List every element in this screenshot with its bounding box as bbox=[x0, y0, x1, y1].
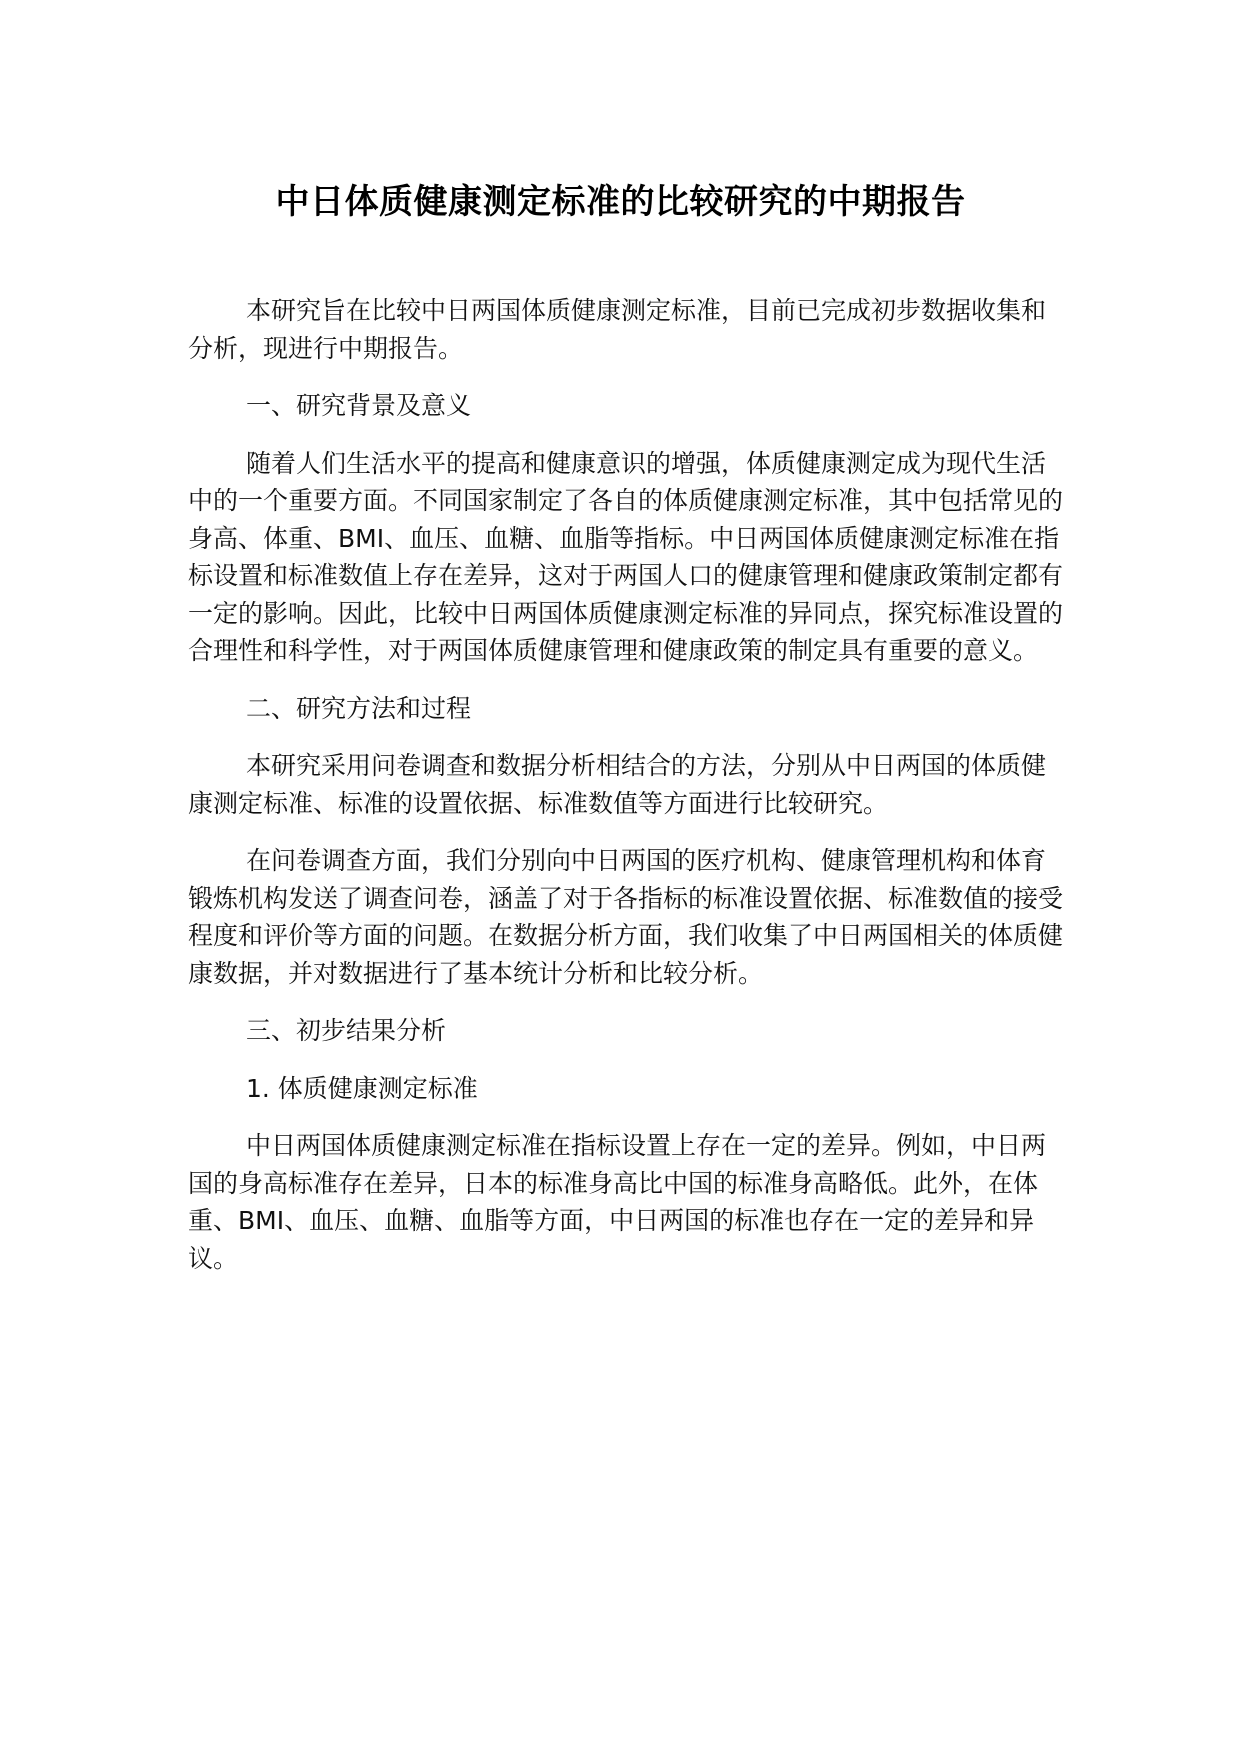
subsection-heading-standards: 1. 体质健康测定标准 bbox=[246, 1073, 478, 1103]
document-title: 中日体质健康测定标准的比较研究的中期报告 bbox=[275, 182, 966, 222]
section-heading-results: 三、初步结果分析 bbox=[246, 1016, 447, 1045]
section-heading-methods: 二、研究方法和过程 bbox=[246, 693, 472, 723]
survey-paragraph: 在问卷调查方面，我们分别向中日两国的医疗机构、健康管理机构和体育锻炼机构发送了调查问卷，涵盖了对于各指标的标准设置依据、标准数值的接受程度和评价等方面的问题。在数据分析方面，我们收集了中日两国相关的体质健康数据，并对数据进行了基本统计分析和比较分析。 bbox=[188, 846, 1064, 988]
standards-paragraph: 中日两国体质健康测定标准在指标设置上存在一定的差异。例如，中日两国的身高标准存在差异，日本的标准身高比中国的标准身高略低。此外，在体重、BMI、血压、血糖、血脂等方面，中日两国的标准也存在一定的差异和异议。 bbox=[188, 1131, 1047, 1273]
background-paragraph: 随着人们生活水平的提高和健康意识的增强，体质健康测定成为现代生活中的一个重要方面。不同国家制定了各自的体质健康测定标准，其中包括常见的身高、体重、BMI、血压、血糖、血脂等指标。中日两国体质健康测定标准在指标设置和标准数值上存在差异，这对于两国人口的健康管理和健康政策制定都有一定的影响。因此，比较中日两国体质健康测定标准的异同点，探究标准设置的合理性和科学性，对于两国体质健康管理和健康政策的制定具有重要的意义。 bbox=[188, 448, 1064, 665]
document-body bbox=[188, 292, 1068, 1297]
section-heading-background: 一、研究背景及意义 bbox=[246, 391, 472, 420]
intro-paragraph: 本研究旨在比较中日两国体质健康测定标准，目前已完成初步数据收集和分析，现进行中期报告。 bbox=[188, 296, 1047, 363]
methods-paragraph: 本研究采用问卷调查和数据分析相结合的方法，分别从中日两国的体质健康测定标准、标准的设置依据、标准数值等方面进行比较研究。 bbox=[188, 751, 1047, 818]
